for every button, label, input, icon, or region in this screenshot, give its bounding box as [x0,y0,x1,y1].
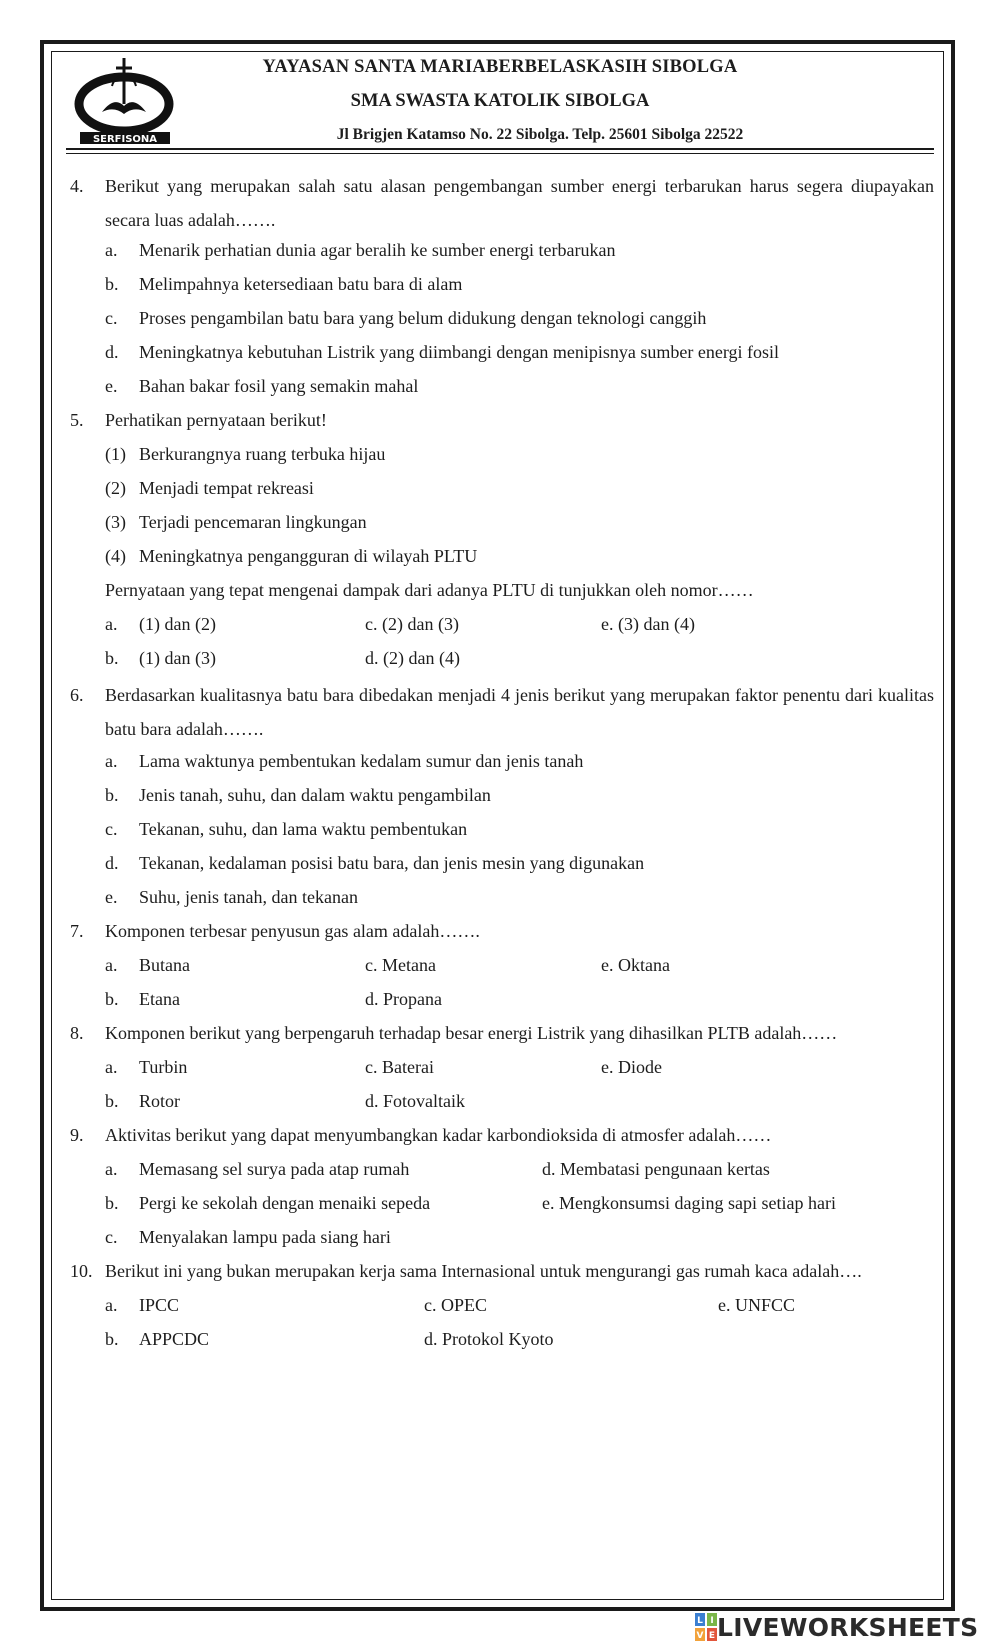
option-text[interactable]: d. Propana [365,989,442,1009]
liveworksheets-brand[interactable] [695,1612,978,1642]
foundation-name: YAYASAN SANTA MARIABERBELASKASIH SIBOLGA [262,57,738,77]
option-label[interactable]: d. [105,342,119,362]
option-text[interactable]: Melimpahnya ketersediaan batu bara di alam [139,274,463,294]
option-label[interactable]: c. [105,819,118,839]
question-6 [70,678,934,746]
badge-letter: L [697,1616,703,1626]
question-number: 7. [70,921,84,941]
option-label[interactable]: e. [105,887,118,907]
option-text[interactable]: e. Mengkonsumsi daging sapi setiap hari [542,1193,836,1213]
statement-label: (2) [105,478,126,498]
option-text[interactable]: Turbin [139,1057,188,1077]
question-text: Aktivitas berikut yang dapat menyumbangkan kadar karbondioksida di atmosfer adalah…… [105,1125,772,1145]
option-text[interactable]: c. Metana [365,955,436,975]
statement-text: Menjadi tempat rekreasi [139,478,314,498]
option-text[interactable]: (1) dan (3) [139,648,216,668]
question-text: Komponen terbesar penyusun gas alam adalah……. [105,921,480,941]
option-text[interactable]: Rotor [139,1091,181,1111]
option-text[interactable]: Butana [139,955,190,975]
header-rule-thin [66,153,934,154]
option-text[interactable]: e. Diode [601,1057,662,1077]
statement-text: Meningkatnya pengangguran di wilayah PLTU [139,546,478,566]
statement-label: (3) [105,512,126,532]
option-label[interactable]: b. [105,1193,119,1213]
option-text[interactable]: Etana [139,989,180,1009]
option-text[interactable]: Bahan bakar fosil yang semakin mahal [139,376,419,396]
option-text[interactable]: Menyalakan lampu pada siang hari [139,1227,391,1247]
option-label[interactable]: b. [105,274,119,294]
question-number: 6. [70,685,84,705]
option-label[interactable]: b. [105,1091,119,1111]
option-text[interactable]: e. UNFCC [718,1295,796,1315]
option-text[interactable]: APPCDC [139,1329,210,1349]
option-text[interactable]: Jenis tanah, suhu, dan dalam waktu pengambilan [139,785,491,805]
question-number: 10. [70,1261,93,1281]
question-number: 4. [70,176,84,196]
question-text: Perhatikan pernyataan berikut! [105,410,327,430]
option-text[interactable]: Suhu, jenis tanah, dan tekanan [139,887,358,907]
option-text[interactable]: d. Membatasi pengunaan kertas [542,1159,770,1179]
question-text: Berikut ini yang bukan merupakan kerja sama Internasional untuk mengurangi gas rumah kaca adalah…. [105,1261,862,1281]
option-label[interactable]: d. [105,853,119,873]
option-text[interactable]: IPCC [139,1295,180,1315]
option-text[interactable]: (1) dan (2) [139,614,216,634]
option-text[interactable]: Lama waktunya pembentukan kedalam sumur dan jenis tanah [139,751,584,771]
question-prompt: Pernyataan yang tepat mengenai dampak dari adanya PLTU di tunjukkan oleh nomor…… [105,580,754,600]
option-label[interactable]: b. [105,648,119,668]
option-text[interactable]: Tekanan, kedalaman posisi batu bara, dan jenis mesin yang digunakan [139,853,645,873]
statement-text: Berkurangnya ruang terbuka hijau [139,444,386,464]
option-label[interactable]: c. [105,308,118,328]
school-logo [66,56,186,146]
option-label[interactable]: b. [105,989,119,1009]
option-text[interactable]: c. (2) dan (3) [365,614,459,634]
statement-label: (1) [105,444,126,464]
option-text[interactable]: Menarik perhatian dunia agar beralih ke sumber energi terbarukan [139,240,616,260]
option-label[interactable]: a. [105,1159,118,1179]
option-text[interactable]: c. OPEC [424,1295,487,1315]
option-text[interactable]: c. Baterai [365,1057,434,1077]
question-text: Berdasarkan kualitasnya batu bara dibedakan menjadi 4 jenis berikut yang merupakan faktor penentu dari kualitas batu bara adalah……. [105,685,934,739]
option-text[interactable]: d. Protokol Kyoto [424,1329,554,1349]
option-label[interactable]: b. [105,785,119,805]
option-label[interactable]: e. [105,376,118,396]
option-text[interactable]: e. Oktana [601,955,670,975]
option-text[interactable]: d. Fotovaltaik [365,1091,465,1111]
option-text[interactable]: d. (2) dan (4) [365,648,460,668]
badge-letter: I [710,1616,714,1626]
question-text: Berikut yang merupakan salah satu alasan pengembangan sumber energi terbarukan harus segera diupayakan secara luas adalah……. [105,176,934,230]
statement-text: Terjadi pencemaran lingkungan [139,512,367,532]
option-label[interactable]: a. [105,955,118,975]
question-4 [70,169,934,237]
option-text[interactable]: Memasang sel surya pada atap rumah [139,1159,410,1179]
liveworksheets-logo-icon [695,1613,717,1641]
badge-letter: V [696,1631,704,1641]
option-text[interactable]: Proses pengambilan batu bara yang belum didukung dengan teknologi canggih [139,308,707,328]
logo-text: SERFISONA [92,134,158,145]
question-number: 9. [70,1125,84,1145]
option-text[interactable]: Tekanan, suhu, dan lama waktu pembentukan [139,819,468,839]
option-label[interactable]: a. [105,1295,118,1315]
option-label[interactable]: a. [105,614,118,634]
brand-text: LIVEWORKSHEETS [717,1612,979,1642]
option-text[interactable]: Pergi ke sekolah dengan menaiki sepeda [139,1193,431,1213]
school-address: Jl Brigjen Katamso No. 22 Sibolga. Telp. 25601 Sibolga 22522 [336,126,744,143]
school-name: SMA SWASTA KATOLIK SIBOLGA [350,91,650,111]
option-label[interactable]: a. [105,1057,118,1077]
statement-label: (4) [105,546,126,566]
badge-letter: E [708,1631,716,1641]
option-label[interactable]: a. [105,240,118,260]
option-label[interactable]: a. [105,751,118,771]
option-text[interactable]: e. (3) dan (4) [601,614,695,634]
question-number: 8. [70,1023,84,1043]
option-label[interactable]: c. [105,1227,118,1247]
option-text[interactable]: Meningkatnya kebutuhan Listrik yang diimbangi dengan menipisnya sumber energi fosil [139,342,780,362]
question-text: Komponen berikut yang berpengaruh terhadap besar energi Listrik yang dihasilkan PLTB adalah…… [105,1023,838,1043]
header-rule-thick [66,148,934,150]
option-label[interactable]: b. [105,1329,119,1349]
question-number: 5. [70,410,84,430]
